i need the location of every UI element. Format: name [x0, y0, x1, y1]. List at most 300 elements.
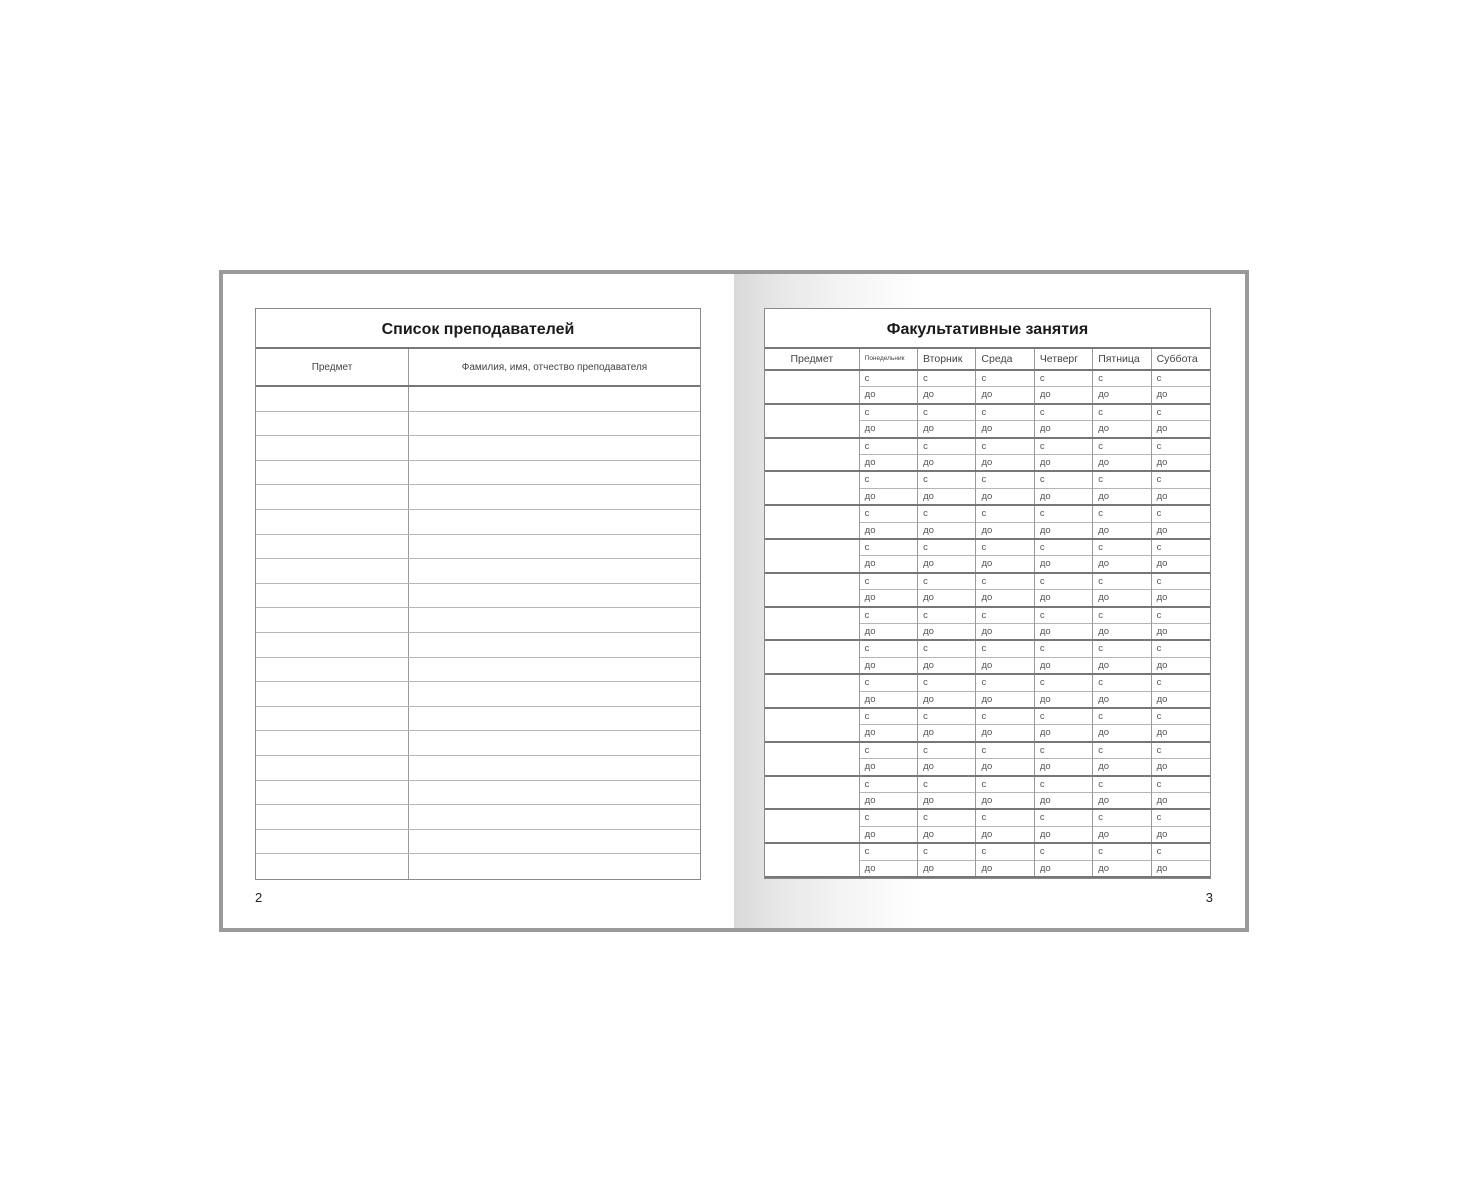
from-time-field[interactable]: с	[1093, 405, 1150, 421]
to-time-field[interactable]: до	[923, 828, 934, 840]
table-row	[765, 777, 1210, 811]
from-time-field[interactable]: с	[1152, 506, 1210, 522]
to-time-field[interactable]: до	[1098, 457, 1110, 468]
from-time-field[interactable]: с	[1093, 540, 1150, 556]
from-time-field[interactable]: с	[1035, 405, 1092, 421]
to-time-field[interactable]: до	[1156, 389, 1168, 401]
to-time-field[interactable]: до	[1039, 693, 1051, 705]
from-time-field[interactable]: с	[976, 371, 1033, 387]
to-time-field[interactable]: до	[864, 862, 876, 874]
from-time-field[interactable]: с	[860, 574, 917, 590]
to-time-field[interactable]: до	[1098, 490, 1110, 502]
from-time-field[interactable]: с	[1152, 709, 1210, 725]
from-time-field[interactable]: с	[1093, 844, 1150, 860]
day-time-cell	[860, 405, 918, 437]
teacher-name-cell[interactable]	[409, 682, 700, 706]
from-time-field[interactable]: с	[918, 371, 975, 387]
to-time-field[interactable]: до	[864, 693, 876, 705]
to-time-field[interactable]: до	[1156, 558, 1168, 570]
day-time-cell	[1093, 439, 1151, 471]
to-time-field[interactable]: до	[1039, 457, 1051, 468]
to-time-field[interactable]: до	[981, 457, 993, 468]
from-time-field[interactable]: с	[976, 439, 1033, 455]
to-time-field[interactable]: до	[1156, 761, 1168, 773]
from-time-field[interactable]: с	[1035, 540, 1092, 556]
from-time-field[interactable]: с	[1152, 608, 1210, 624]
teachers-table-body	[256, 387, 700, 879]
from-time-field[interactable]: с	[1152, 405, 1210, 421]
subject-cell[interactable]	[765, 777, 860, 809]
day-time-cell	[976, 675, 1034, 707]
to-time-field[interactable]: до	[981, 693, 993, 705]
to-time-field[interactable]: до	[1039, 389, 1051, 401]
to-time-field[interactable]: до	[1039, 659, 1051, 671]
to-time-field[interactable]: до	[923, 592, 934, 604]
subject-cell[interactable]	[765, 439, 860, 471]
to-time-field[interactable]: до	[864, 659, 876, 671]
day-time-cell	[1152, 641, 1210, 673]
from-time-field[interactable]: с	[1093, 743, 1150, 759]
from-time-field[interactable]: с	[860, 641, 917, 657]
from-time-field[interactable]: с	[1093, 641, 1150, 657]
to-time-field[interactable]: до	[1156, 490, 1168, 502]
table-row	[256, 485, 700, 510]
from-time-field[interactable]: с	[918, 810, 975, 826]
subject-cell[interactable]	[256, 658, 409, 682]
day-time-cell	[1152, 472, 1210, 504]
from-time-field[interactable]: с	[1035, 439, 1092, 455]
day-time-cell	[918, 506, 976, 538]
from-time-field[interactable]: с	[860, 743, 917, 759]
day-time-cell	[976, 371, 1034, 403]
from-time-field[interactable]: с	[918, 574, 975, 590]
from-time-field[interactable]: с	[976, 506, 1033, 522]
subject-cell[interactable]	[256, 731, 409, 755]
from-time-field[interactable]: с	[976, 472, 1033, 488]
teacher-name-cell[interactable]	[409, 781, 700, 805]
to-time-field[interactable]: до	[864, 794, 876, 806]
to-time-field[interactable]: до	[1098, 727, 1110, 739]
to-time-field[interactable]: до	[1156, 457, 1168, 468]
from-time-field[interactable]: с	[1152, 574, 1210, 590]
table-row	[256, 510, 700, 535]
subject-cell[interactable]	[765, 810, 860, 842]
from-time-field[interactable]: с	[1035, 844, 1092, 860]
to-time-field[interactable]: до	[1098, 862, 1110, 874]
subject-cell[interactable]	[765, 405, 860, 437]
teacher-name-cell[interactable]	[409, 830, 700, 854]
to-time-field[interactable]: до	[923, 457, 934, 468]
day-time-cell	[1152, 540, 1210, 572]
teacher-name-cell[interactable]	[409, 608, 700, 632]
from-time-field[interactable]: с	[918, 844, 975, 860]
subject-cell[interactable]	[256, 682, 409, 706]
day-time-cell	[976, 844, 1034, 876]
to-time-field[interactable]: до	[981, 490, 993, 502]
day-time-cell	[1035, 844, 1093, 876]
day-time-cell	[1093, 540, 1151, 572]
day-time-cell	[1093, 844, 1151, 876]
to-time-field[interactable]: до	[1098, 389, 1110, 401]
to-time-field[interactable]: до	[1039, 524, 1051, 536]
teacher-name-cell[interactable]	[409, 461, 700, 485]
teacher-name-cell[interactable]	[409, 485, 700, 509]
from-time-field[interactable]: с	[976, 574, 1033, 590]
to-time-field[interactable]: до	[1098, 625, 1110, 637]
day-time-cell	[1093, 506, 1151, 538]
to-time-field[interactable]: до	[1039, 592, 1051, 604]
to-time-field[interactable]: до	[981, 558, 993, 570]
table-row	[256, 854, 700, 879]
from-time-field[interactable]: с	[1093, 371, 1150, 387]
teacher-name-cell[interactable]	[409, 633, 700, 657]
subject-cell[interactable]	[256, 608, 409, 632]
to-time-field[interactable]: до	[923, 389, 934, 401]
table-row	[765, 709, 1210, 743]
to-time-field[interactable]: до	[981, 389, 993, 401]
to-time-field[interactable]: до	[1039, 794, 1051, 806]
from-time-field[interactable]: с	[1093, 608, 1150, 624]
from-time-field[interactable]: с	[918, 472, 975, 488]
to-time-field[interactable]: до	[864, 625, 876, 637]
table-row	[765, 810, 1210, 844]
to-time-field[interactable]: до	[1098, 761, 1110, 773]
from-time-field[interactable]: с	[1152, 641, 1210, 657]
to-time-field[interactable]: до	[1098, 524, 1110, 536]
to-time-field[interactable]: до	[1156, 659, 1168, 671]
subject-cell[interactable]	[256, 830, 409, 854]
to-time-field[interactable]: до	[1039, 625, 1051, 637]
from-time-field[interactable]: с	[860, 709, 917, 725]
notebook-spread	[219, 270, 1249, 932]
day-time-cell	[976, 709, 1034, 741]
from-time-field[interactable]: с	[1152, 371, 1210, 387]
to-time-field[interactable]: до	[1098, 794, 1110, 806]
to-time-field[interactable]: до	[1039, 423, 1051, 435]
from-time-field[interactable]: с	[1035, 574, 1092, 590]
from-time-field[interactable]: с	[1152, 743, 1210, 759]
subject-cell[interactable]	[256, 510, 409, 534]
from-time-field[interactable]: с	[1093, 506, 1150, 522]
to-time-field[interactable]: до	[864, 457, 876, 468]
from-time-field[interactable]: с	[1035, 743, 1092, 759]
to-time-field[interactable]: до	[864, 389, 876, 401]
to-time-field[interactable]: до	[1098, 558, 1110, 570]
to-time-field[interactable]: до	[1156, 794, 1168, 806]
table-row	[765, 506, 1210, 540]
to-time-field[interactable]: до	[1039, 490, 1051, 502]
to-time-field[interactable]: до	[1156, 423, 1168, 435]
from-time-field[interactable]: с	[860, 405, 917, 421]
subject-cell[interactable]	[256, 485, 409, 509]
from-time-field[interactable]: с	[918, 675, 975, 691]
to-time-field[interactable]: до	[981, 524, 993, 536]
to-time-field[interactable]: до	[981, 862, 993, 874]
day-time-cell	[918, 439, 976, 471]
to-time-field[interactable]: до	[1039, 727, 1051, 739]
from-time-field[interactable]: с	[1035, 608, 1092, 624]
from-time-field[interactable]: с	[1093, 709, 1150, 725]
day-time-cell	[1152, 777, 1210, 809]
to-time-field[interactable]: до	[923, 490, 934, 502]
from-time-field[interactable]: с	[1152, 777, 1210, 793]
from-time-field[interactable]: с	[918, 608, 975, 624]
subject-cell[interactable]	[256, 412, 409, 436]
from-time-field[interactable]: с	[1152, 675, 1210, 691]
to-time-field[interactable]: до	[1098, 828, 1110, 840]
table-row	[256, 608, 700, 633]
to-time-field[interactable]: до	[864, 592, 876, 604]
from-time-field[interactable]: с	[1035, 675, 1092, 691]
subject-cell[interactable]	[765, 608, 860, 640]
teacher-name-cell[interactable]	[409, 559, 700, 583]
to-time-field[interactable]: до	[1039, 761, 1051, 773]
table-row	[765, 574, 1210, 608]
from-time-field[interactable]: с	[1093, 777, 1150, 793]
teacher-name-cell[interactable]	[409, 412, 700, 436]
from-time-field[interactable]: с	[976, 810, 1033, 826]
from-time-field[interactable]: с	[1035, 371, 1092, 387]
to-time-field[interactable]: до	[981, 625, 993, 637]
from-time-field[interactable]: с	[1152, 810, 1210, 826]
to-time-field[interactable]: до	[1156, 524, 1168, 536]
day-time-cell	[860, 844, 918, 876]
from-time-field[interactable]: с	[1035, 709, 1092, 725]
teacher-name-cell[interactable]	[409, 756, 700, 780]
to-time-field[interactable]: до	[981, 727, 993, 739]
to-time-field[interactable]: до	[864, 761, 876, 773]
to-time-field[interactable]: до	[864, 558, 876, 570]
from-time-field[interactable]: с	[1152, 439, 1210, 455]
from-time-field[interactable]: с	[860, 777, 917, 793]
subject-cell[interactable]	[765, 506, 860, 538]
to-time-field[interactable]: до	[923, 625, 934, 637]
teacher-name-cell[interactable]	[409, 510, 700, 534]
subject-cell[interactable]	[765, 371, 860, 403]
teacher-name-cell[interactable]	[409, 854, 700, 879]
table-row	[256, 781, 700, 806]
to-time-field[interactable]: до	[923, 761, 934, 773]
to-time-field[interactable]: до	[1156, 625, 1168, 637]
from-time-field[interactable]: с	[1035, 506, 1092, 522]
from-time-field[interactable]: с	[1093, 472, 1150, 488]
to-time-field[interactable]: до	[1156, 693, 1168, 705]
subject-cell[interactable]	[765, 675, 860, 707]
from-time-field[interactable]: с	[918, 709, 975, 725]
from-time-field[interactable]: с	[1035, 777, 1092, 793]
from-time-field[interactable]: с	[860, 472, 917, 488]
from-time-field[interactable]: с	[976, 844, 1033, 860]
day-time-cell	[1152, 574, 1210, 606]
from-time-field[interactable]: с	[976, 743, 1033, 759]
from-time-field[interactable]: с	[976, 540, 1033, 556]
teacher-name-cell[interactable]	[409, 658, 700, 682]
from-time-field[interactable]: с	[976, 608, 1033, 624]
from-time-field[interactable]: с	[1035, 810, 1092, 826]
from-time-field[interactable]: с	[1093, 574, 1150, 590]
to-time-field[interactable]: до	[1156, 592, 1168, 604]
subject-cell[interactable]	[765, 574, 860, 606]
table-row	[256, 805, 700, 830]
from-time-field[interactable]: с	[976, 675, 1033, 691]
subject-cell[interactable]	[765, 472, 860, 504]
to-time-field[interactable]: до	[923, 727, 934, 739]
to-time-field[interactable]: до	[981, 592, 993, 604]
to-time-field[interactable]: до	[1156, 727, 1168, 739]
from-time-field[interactable]: с	[976, 709, 1033, 725]
day-time-cell	[860, 743, 918, 775]
subject-cell[interactable]	[765, 844, 860, 876]
from-time-field[interactable]: с	[976, 405, 1033, 421]
day-column-header: Суббота	[1156, 353, 1198, 365]
to-time-field[interactable]: до	[923, 794, 934, 806]
day-column-header: Среда	[976, 349, 1034, 369]
subject-cell[interactable]	[765, 709, 860, 741]
from-time-field[interactable]: с	[860, 371, 917, 387]
subject-cell[interactable]	[256, 781, 409, 805]
from-time-field[interactable]: с	[918, 641, 975, 657]
to-time-field[interactable]: до	[923, 524, 934, 536]
to-time-field[interactable]: до	[1098, 659, 1110, 671]
from-time-field[interactable]: с	[860, 608, 917, 624]
to-time-field[interactable]: до	[1098, 592, 1110, 604]
teacher-name-cell[interactable]	[409, 535, 700, 559]
subject-cell[interactable]	[256, 461, 409, 485]
from-time-field[interactable]: с	[918, 506, 975, 522]
subject-cell[interactable]	[765, 641, 860, 673]
to-time-field[interactable]: до	[981, 828, 993, 840]
day-time-cell	[976, 608, 1034, 640]
from-time-field[interactable]: с	[976, 641, 1033, 657]
day-time-cell	[860, 777, 918, 809]
day-time-cell	[1093, 777, 1151, 809]
to-time-field[interactable]: до	[923, 659, 934, 671]
to-time-field[interactable]: до	[1098, 693, 1110, 705]
teacher-name-cell[interactable]	[409, 436, 700, 460]
to-time-field[interactable]: до	[981, 423, 993, 435]
day-time-cell	[860, 472, 918, 504]
to-time-field[interactable]: до	[923, 423, 934, 435]
from-time-field[interactable]: с	[918, 405, 975, 421]
from-time-field[interactable]: с	[1093, 439, 1150, 455]
day-time-cell	[918, 608, 976, 640]
from-time-field[interactable]: с	[918, 777, 975, 793]
day-time-cell	[1035, 540, 1093, 572]
subject-cell[interactable]	[256, 584, 409, 608]
to-time-field[interactable]: до	[923, 558, 934, 570]
teacher-name-cell[interactable]	[409, 707, 700, 731]
to-time-field[interactable]: до	[1039, 862, 1051, 874]
to-time-field[interactable]: до	[1039, 558, 1051, 570]
from-time-field[interactable]: с	[1093, 810, 1150, 826]
from-time-field[interactable]: с	[1152, 472, 1210, 488]
subject-cell[interactable]	[256, 535, 409, 559]
table-row	[256, 387, 700, 412]
day-time-cell	[918, 641, 976, 673]
table-row	[765, 675, 1210, 709]
table-row	[765, 844, 1210, 878]
subject-cell[interactable]	[256, 387, 409, 411]
from-time-field[interactable]: с	[860, 675, 917, 691]
day-column-header: Пятница	[1093, 349, 1151, 369]
teacher-name-cell[interactable]	[409, 731, 700, 755]
subject-cell[interactable]	[256, 559, 409, 583]
day-time-cell	[918, 709, 976, 741]
subject-cell[interactable]	[256, 854, 409, 879]
to-time-field[interactable]: до	[981, 761, 993, 773]
from-time-field[interactable]: с	[860, 506, 917, 522]
table-row	[256, 535, 700, 560]
teacher-name-cell[interactable]	[409, 387, 700, 411]
to-time-field[interactable]: до	[864, 524, 876, 536]
day-time-cell	[1035, 743, 1093, 775]
from-time-field[interactable]: с	[860, 439, 917, 455]
day-time-cell	[1093, 405, 1151, 437]
from-time-field[interactable]: с	[918, 743, 975, 759]
to-time-field[interactable]: до	[1039, 828, 1051, 840]
subject-cell[interactable]	[256, 805, 409, 829]
to-time-field[interactable]: до	[1156, 828, 1168, 840]
from-time-field[interactable]: с	[918, 439, 975, 455]
subject-cell[interactable]	[256, 633, 409, 657]
subject-cell[interactable]	[765, 540, 860, 572]
to-time-field[interactable]: до	[923, 693, 934, 705]
from-time-field[interactable]: с	[860, 810, 917, 826]
day-time-cell	[918, 405, 976, 437]
day-time-cell	[976, 743, 1034, 775]
subject-cell[interactable]	[256, 756, 409, 780]
from-time-field[interactable]: с	[976, 777, 1033, 793]
table-row	[765, 371, 1210, 405]
subject-cell[interactable]	[256, 707, 409, 731]
day-column-header: Четверг	[1035, 349, 1093, 369]
teacher-name-cell[interactable]	[409, 805, 700, 829]
subject-cell[interactable]	[256, 436, 409, 460]
day-time-cell	[918, 777, 976, 809]
day-time-cell	[976, 506, 1034, 538]
to-time-field[interactable]: до	[1098, 423, 1110, 435]
from-time-field[interactable]: с	[1152, 844, 1210, 860]
from-time-field[interactable]: с	[1035, 472, 1092, 488]
from-time-field[interactable]: с	[1035, 641, 1092, 657]
day-column-header: Вторник	[918, 349, 976, 369]
day-time-cell	[860, 810, 918, 842]
teacher-name-cell[interactable]	[409, 584, 700, 608]
from-time-field[interactable]: с	[918, 540, 975, 556]
from-time-field[interactable]: с	[860, 540, 917, 556]
to-time-field[interactable]: до	[864, 423, 876, 435]
from-time-field[interactable]: с	[1093, 675, 1150, 691]
day-time-cell	[860, 540, 918, 572]
to-time-field[interactable]: до	[864, 727, 876, 739]
to-time-field[interactable]: до	[981, 659, 993, 671]
from-time-field[interactable]: с	[860, 844, 917, 860]
table-row	[765, 641, 1210, 675]
teachers-table	[255, 308, 701, 880]
day-time-cell	[1152, 405, 1210, 437]
table-row	[765, 439, 1210, 473]
to-time-field[interactable]: до	[864, 490, 876, 502]
to-time-field[interactable]: до	[981, 794, 993, 806]
subject-cell[interactable]	[765, 743, 860, 775]
to-time-field[interactable]: до	[1156, 862, 1168, 874]
from-time-field[interactable]: с	[1152, 540, 1210, 556]
to-time-field[interactable]: до	[864, 828, 876, 840]
day-time-cell	[860, 371, 918, 403]
day-time-cell	[860, 608, 918, 640]
page-number: 2	[255, 890, 263, 905]
to-time-field[interactable]: до	[923, 862, 934, 874]
